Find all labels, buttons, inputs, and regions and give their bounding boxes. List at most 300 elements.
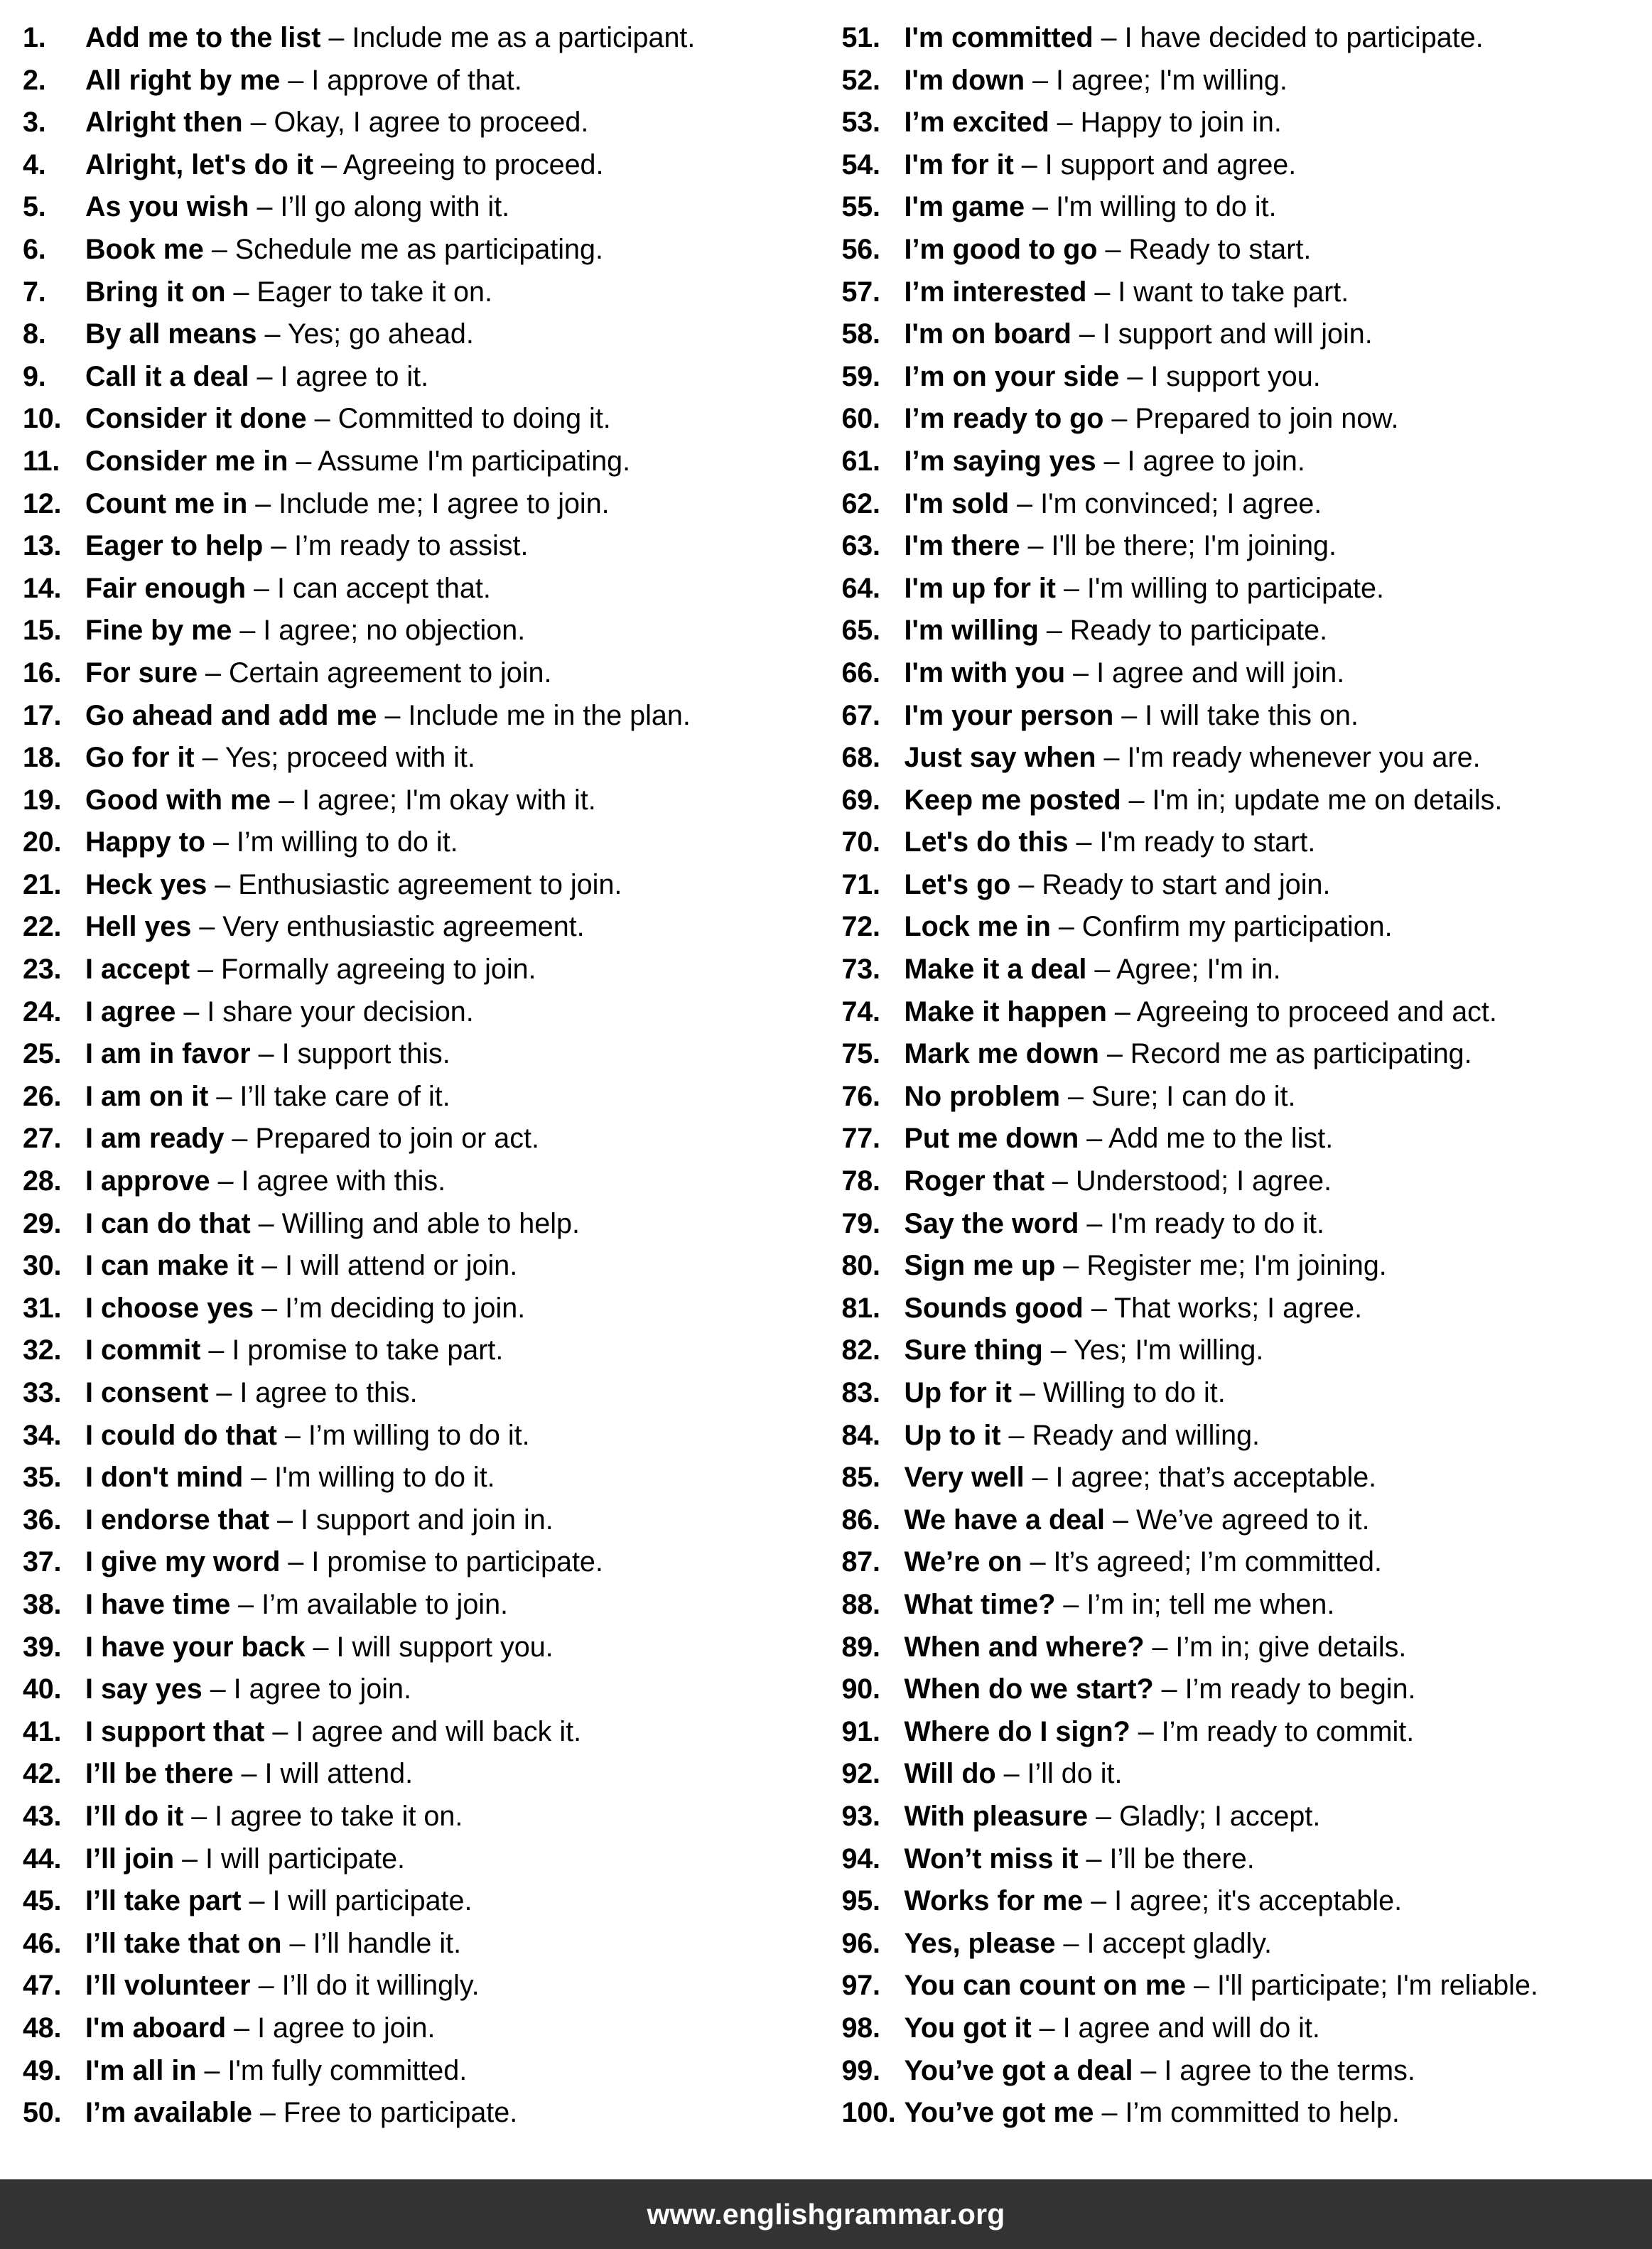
list-item-gloss: Formally agreeing to join. [221, 954, 536, 986]
list-item-body [85, 398, 821, 441]
list-item [842, 60, 1640, 102]
list-item-number: 78. [841, 1165, 880, 1197]
list-item [842, 186, 1640, 229]
list-item-gloss: I’m ready to begin. [1184, 1673, 1416, 1705]
list-item-term: I’m ready to go [904, 403, 1104, 435]
list-item-number: 62. [841, 487, 880, 519]
list-item [23, 1668, 821, 1711]
list-item-body [905, 1880, 1640, 1923]
list-item [842, 1076, 1640, 1118]
list-item-term: I'm aboard [85, 2012, 227, 2044]
list-item-term: Go for it [85, 742, 195, 774]
list-item-body [905, 186, 1640, 229]
list-item-gloss: I can accept that. [276, 572, 491, 604]
list-item-term: I’ll join [85, 1843, 175, 1875]
list-item-separator: – [191, 1800, 207, 1832]
list-item-term: What time? [904, 1588, 1056, 1620]
list-item-number: 54. [841, 149, 880, 180]
list-item-separator: – [1032, 1462, 1048, 1494]
list-item-gloss: I agree to it. [280, 360, 429, 392]
list-item-separator: – [1021, 149, 1037, 180]
list-item-gloss: I'm willing to do it. [1056, 191, 1277, 223]
list-item-number: 58. [841, 318, 880, 350]
list-item [842, 1541, 1640, 1584]
list-item-number: 18. [23, 742, 62, 774]
list-item-term: I'm sold [904, 487, 1010, 519]
list-item-term: You’ve got a deal [904, 2054, 1133, 2086]
list-item [23, 17, 821, 60]
list-item-term: We’re on [904, 1546, 1022, 1578]
list-item-separator: – [258, 1970, 274, 2002]
list-item-term: Count me in [85, 487, 248, 519]
list-item [842, 821, 1640, 864]
footer-bar [0, 2179, 1652, 2249]
list-item-number: 29. [23, 1207, 62, 1239]
list-item [23, 1584, 821, 1627]
list-item-gloss: I support and join in. [300, 1504, 554, 1536]
list-item-term: With pleasure [904, 1800, 1089, 1832]
list-item-separator: – [264, 318, 281, 350]
list-item-body [85, 356, 821, 399]
list-item-gloss: I’m available to join. [261, 1588, 509, 1620]
list-item-gloss: Agree; I'm in. [1116, 954, 1281, 986]
list-item-number: 6. [23, 233, 46, 265]
list-item-body [905, 1245, 1640, 1288]
list-item-term: By all means [85, 318, 257, 350]
list-item [23, 1753, 821, 1796]
list-item [23, 652, 821, 695]
list-item-separator: – [216, 1080, 232, 1112]
list-item-term: I’ll take part [85, 1885, 242, 1917]
list-item [23, 1033, 821, 1076]
list-item [842, 1965, 1640, 2007]
list-item-separator: – [284, 1419, 301, 1451]
list-item-body [905, 17, 1640, 60]
list-item-body [85, 1923, 821, 1965]
list-item [23, 1457, 821, 1499]
list-item-body [905, 1923, 1640, 1965]
list-item [23, 60, 821, 102]
list-item-body [905, 1838, 1640, 1881]
list-item-number: 66. [841, 657, 880, 689]
list-item-number: 27. [23, 1123, 62, 1155]
list-item-body [85, 60, 821, 102]
list-item-separator: – [1094, 276, 1111, 308]
list-item-separator: – [1067, 1080, 1084, 1112]
list-item-gloss: Understood; I agree. [1075, 1165, 1332, 1197]
list-item [23, 991, 821, 1034]
list-item-body [85, 1330, 821, 1372]
list-item-gloss: I'm willing to do it. [274, 1462, 495, 1494]
list-item [842, 17, 1640, 60]
list-item-gloss: I’m deciding to join. [285, 1292, 526, 1324]
list-item-gloss: Very enthusiastic agreement. [222, 911, 585, 943]
list-item [842, 2092, 1640, 2135]
list-item-separator: – [1111, 403, 1128, 435]
list-item [842, 2007, 1640, 2050]
list-item-separator: – [384, 699, 401, 731]
list-item [842, 695, 1640, 738]
list-item-body [85, 1415, 821, 1457]
list-item-term: Works for me [904, 1885, 1084, 1917]
list-item-body [905, 60, 1640, 102]
list-item-gloss: I’m committed to help. [1125, 2097, 1400, 2129]
list-item-number: 75. [841, 1038, 880, 1070]
list-item [23, 229, 821, 271]
list-item [23, 1160, 821, 1203]
list-item [842, 568, 1640, 610]
list-item-gloss: Include me; I agree to join. [279, 487, 610, 519]
list-item-separator: – [250, 107, 266, 139]
list-item-body [85, 102, 821, 144]
list-item-gloss: Ready to participate. [1069, 615, 1328, 647]
list-item-separator: – [198, 954, 214, 986]
list-item [842, 1033, 1640, 1076]
list-item-term: Heck yes [85, 868, 207, 900]
list-item-body [85, 525, 821, 568]
list-item-gloss: Prepared to join or act. [255, 1123, 539, 1155]
list-item-number: 7. [23, 276, 46, 308]
list-item-separator: – [1018, 868, 1035, 900]
list-item-number: 86. [841, 1504, 880, 1536]
list-item-gloss: I agree with this. [241, 1165, 446, 1197]
list-item-term: Say the word [904, 1207, 1079, 1239]
list-item-gloss: I agree; no objection. [263, 615, 526, 647]
list-item-separator: – [1101, 2097, 1118, 2129]
list-item-number: 64. [841, 572, 880, 604]
list-item-separator: – [251, 1462, 267, 1494]
list-item-term: Alright then [85, 107, 243, 139]
list-item-body [85, 1033, 821, 1076]
list-item-separator: – [1128, 784, 1145, 816]
list-item-number: 48. [23, 2012, 62, 2044]
list-item-term: I am ready [85, 1123, 225, 1155]
list-item [842, 1288, 1640, 1330]
list-item-body [905, 568, 1640, 610]
list-item [23, 398, 821, 441]
list-item-separator: – [255, 487, 271, 519]
list-item-separator: – [276, 1504, 293, 1536]
list-item-body [905, 1965, 1640, 2007]
list-item-separator: – [232, 1123, 248, 1155]
list-item-gloss: I agree and will join. [1096, 657, 1345, 689]
list-item [23, 1118, 821, 1160]
list-item-body [905, 1711, 1640, 1754]
list-item-gloss: Enthusiastic agreement to join. [238, 868, 622, 900]
list-item-gloss: I'm willing to participate. [1086, 572, 1384, 604]
list-item-body [85, 1668, 821, 1711]
list-item-number: 56. [841, 233, 880, 265]
list-item-number: 33. [23, 1377, 62, 1408]
list-item-term: I consent [85, 1377, 209, 1408]
list-item [23, 821, 821, 864]
list-item-gloss: I support and will join. [1102, 318, 1373, 350]
list-item-number: 85. [841, 1462, 880, 1494]
list-item-gloss: I'm in; update me on details. [1152, 784, 1503, 816]
list-item [23, 186, 821, 229]
list-item-separator: – [1019, 1377, 1035, 1408]
list-item-separator: – [1161, 1673, 1177, 1705]
list-item-gloss: I'll be there; I'm joining. [1051, 530, 1337, 562]
list-item-body [85, 821, 821, 864]
list-item-term: I have time [85, 1588, 231, 1620]
list-item-separator: – [1063, 1927, 1079, 1959]
list-item-term: Keep me posted [904, 784, 1121, 816]
list-item-number: 1. [23, 22, 46, 53]
list-item [842, 1923, 1640, 1965]
list-item-gloss: I promise to take part. [232, 1334, 504, 1366]
list-item-term: Go ahead and add me [85, 699, 377, 731]
list-item-body [905, 1499, 1640, 1542]
list-item-body [905, 1753, 1640, 1796]
list-item-term: I endorse that [85, 1504, 269, 1536]
list-item [842, 1330, 1640, 1372]
list-item-body [85, 737, 821, 780]
list-item [842, 1245, 1640, 1288]
list-item-separator: – [1101, 22, 1117, 53]
list-item-number: 89. [841, 1631, 880, 1663]
list-item-body [905, 144, 1640, 187]
list-item-gloss: I agree to join. [257, 2012, 436, 2044]
list-item-term: Add me to the list [85, 22, 321, 53]
list-item-separator: – [1091, 1885, 1107, 1917]
list-item-separator: – [1017, 487, 1033, 519]
list-item-term: I’m interested [904, 276, 1087, 308]
list-item-body [905, 1160, 1640, 1203]
list-item-number: 35. [23, 1462, 62, 1494]
list-item-gloss: I support and agree. [1044, 149, 1297, 180]
site-url: www.englishgrammar.org [647, 2197, 1005, 2231]
list-item-number: 53. [841, 107, 880, 139]
list-item-term: You got it [904, 2012, 1032, 2044]
list-item-term: I’ll take that on [85, 1927, 282, 1959]
list-item [842, 1627, 1640, 1669]
list-item-gloss: We’ve agreed to it. [1135, 1504, 1370, 1536]
list-item-term: Roger that [904, 1165, 1044, 1197]
list-item-term: When do we start? [904, 1673, 1154, 1705]
list-item-term: Put me down [904, 1123, 1079, 1155]
list-item-term: We have a deal [904, 1504, 1105, 1536]
list-item-separator: – [257, 191, 273, 223]
list-item-number: 81. [841, 1292, 880, 1324]
list-item-gloss: I'm convinced; I agree. [1040, 487, 1322, 519]
list-item-gloss: I’ll take care of it. [239, 1080, 450, 1112]
list-item-separator: – [1106, 1038, 1123, 1070]
list-item-number: 76. [841, 1080, 880, 1112]
list-item-body [85, 1796, 821, 1838]
list-item-number: 61. [841, 445, 880, 477]
list-item-gloss: I agree to this. [239, 1377, 418, 1408]
list-item-number: 13. [23, 530, 62, 562]
list-item-body [85, 906, 821, 949]
list-item-gloss: I agree; I'm okay with it. [302, 784, 596, 816]
list-item-number: 50. [23, 2097, 62, 2129]
list-item-term: Make it a deal [904, 954, 1087, 986]
list-item-term: I'm down [904, 64, 1025, 96]
list-item-number: 93. [841, 1800, 880, 1832]
list-item [842, 1160, 1640, 1203]
list-item-number: 46. [23, 1927, 62, 1959]
list-item-separator: – [289, 1927, 306, 1959]
list-item-separator: – [259, 2097, 276, 2129]
list-item [23, 2092, 821, 2135]
list-item-term: All right by me [85, 64, 281, 96]
list-item-body [905, 1796, 1640, 1838]
list-item-term: Sounds good [904, 1292, 1084, 1324]
list-item-number: 3. [23, 107, 46, 139]
list-item [842, 610, 1640, 652]
list-item-separator: – [1027, 530, 1044, 562]
list-item-term: Call it a deal [85, 360, 249, 392]
list-item-separator: – [1094, 954, 1111, 986]
list-item-body [85, 780, 821, 822]
list-item-separator: – [211, 233, 227, 265]
list-item [23, 2007, 821, 2050]
list-item-body [905, 102, 1640, 144]
list-item-term: I’ll be there [85, 1758, 234, 1790]
list-item-separator: – [199, 911, 215, 943]
list-item [842, 1668, 1640, 1711]
list-item-body [85, 1711, 821, 1754]
list-item-gloss: Willing to do it. [1042, 1377, 1226, 1408]
list-item [23, 906, 821, 949]
list-item [842, 780, 1640, 822]
list-item-number: 55. [841, 191, 880, 223]
list-item-separator: – [1039, 2012, 1055, 2044]
list-item-gloss: I approve of that. [311, 64, 522, 96]
list-item-number: 20. [23, 826, 62, 858]
list-item-term: When and where? [904, 1631, 1145, 1663]
list-item-body [85, 1288, 821, 1330]
list-item-gloss: I'm ready to do it. [1110, 1207, 1325, 1239]
list-item [23, 1796, 821, 1838]
list-item [23, 1711, 821, 1754]
list-item-term: You’ve got me [904, 2097, 1094, 2129]
list-item-number: 16. [23, 657, 62, 689]
list-item-number: 69. [841, 784, 880, 816]
list-item-term: I’m excited [904, 107, 1049, 139]
list-item-term: I am in favor [85, 1038, 251, 1070]
list-item-body [905, 398, 1640, 441]
list-item-separator: – [328, 22, 345, 53]
list-item [842, 271, 1640, 314]
list-item-term: I support that [85, 1715, 265, 1747]
list-item-body [905, 780, 1640, 822]
list-item-number: 41. [23, 1715, 62, 1747]
list-item-body [85, 2007, 821, 2050]
list-item-number: 79. [841, 1207, 880, 1239]
list-item-term: I'm on board [904, 318, 1071, 350]
list-item [23, 1627, 821, 1669]
list-item-separator: – [1112, 1504, 1128, 1536]
list-item-separator: – [1003, 1758, 1020, 1790]
list-item-number: 26. [23, 1080, 62, 1112]
list-item-term: Will do [904, 1758, 996, 1790]
list-item-body [85, 1880, 821, 1923]
list-item-gloss: I agree; that’s acceptable. [1055, 1462, 1377, 1494]
list-item-term: I'm for it [904, 149, 1014, 180]
list-item-number: 25. [23, 1038, 62, 1070]
list-item-gloss: I agree and will back it. [296, 1715, 582, 1747]
list-item-term: Where do I sign? [904, 1715, 1130, 1747]
list-item-separator: – [1091, 1292, 1107, 1324]
list-item [842, 906, 1640, 949]
list-item [23, 737, 821, 780]
list-item-body [85, 1541, 821, 1584]
list-item [23, 441, 821, 483]
list-item-term: As you wish [85, 191, 249, 223]
list-item-number: 73. [841, 954, 880, 986]
list-item-number: 99. [841, 2054, 880, 2086]
list-item-body [85, 610, 821, 652]
list-item-body [905, 991, 1640, 1034]
list-item-body [905, 1415, 1640, 1457]
list-item-term: I'm your person [904, 699, 1114, 731]
list-item [23, 313, 821, 356]
list-item-term: I’ll do it [85, 1800, 184, 1832]
list-item-term: I'm game [904, 191, 1025, 223]
list-item [23, 610, 821, 652]
list-item-separator: – [1008, 1419, 1025, 1451]
list-item-separator: – [261, 1292, 278, 1324]
list-item-separator: – [1063, 1588, 1079, 1620]
list-item-body [85, 1499, 821, 1542]
list-item-body [85, 864, 821, 907]
list-item-term: Sure thing [904, 1334, 1043, 1366]
list-item [842, 1584, 1640, 1627]
list-item-separator: – [233, 276, 249, 308]
list-item-body [905, 313, 1640, 356]
list-item-body [905, 1541, 1640, 1584]
list-item-separator: – [257, 360, 273, 392]
list-item-gloss: Yes; go ahead. [287, 318, 474, 350]
list-item-separator: – [205, 657, 221, 689]
list-item-body [85, 1965, 821, 2007]
list-item-body [85, 1838, 821, 1881]
list-item [23, 483, 821, 526]
list-item-separator: – [1046, 615, 1062, 647]
list-item-term: Hell yes [85, 911, 192, 943]
list-item-body [85, 1245, 821, 1288]
list-item-term: I have your back [85, 1631, 306, 1663]
list-item-gloss: I will attend. [264, 1758, 414, 1790]
list-item-gloss: Okay, I agree to proceed. [274, 107, 589, 139]
list-item [842, 1499, 1640, 1542]
list-item-separator: – [320, 149, 337, 180]
list-item-gloss: Gladly; I accept. [1119, 1800, 1321, 1832]
list-item [23, 1541, 821, 1584]
list-item-separator: – [296, 445, 312, 477]
list-item-gloss: I agree; it's acceptable. [1114, 1885, 1403, 1917]
list-item-gloss: Ready to start and join. [1042, 868, 1331, 900]
list-item-number: 40. [23, 1673, 62, 1705]
list-item-separator: – [1103, 742, 1120, 774]
list-item-number: 17. [23, 699, 62, 731]
list-item-body [905, 525, 1640, 568]
list-item-number: 65. [841, 615, 880, 647]
list-item-number: 8. [23, 318, 46, 350]
list-item-separator: – [216, 1377, 232, 1408]
list-item-number: 96. [841, 1927, 880, 1959]
list-item-separator: – [215, 868, 231, 900]
list-item-gloss: I agree and will do it. [1062, 2012, 1320, 2044]
list-item-separator: – [212, 826, 229, 858]
list-item-separator: – [1063, 1250, 1079, 1282]
list-item-number: 21. [23, 868, 62, 900]
list-item-body [905, 2050, 1640, 2093]
list-item-number: 84. [841, 1419, 880, 1451]
list-item-term: Sign me up [904, 1250, 1056, 1282]
